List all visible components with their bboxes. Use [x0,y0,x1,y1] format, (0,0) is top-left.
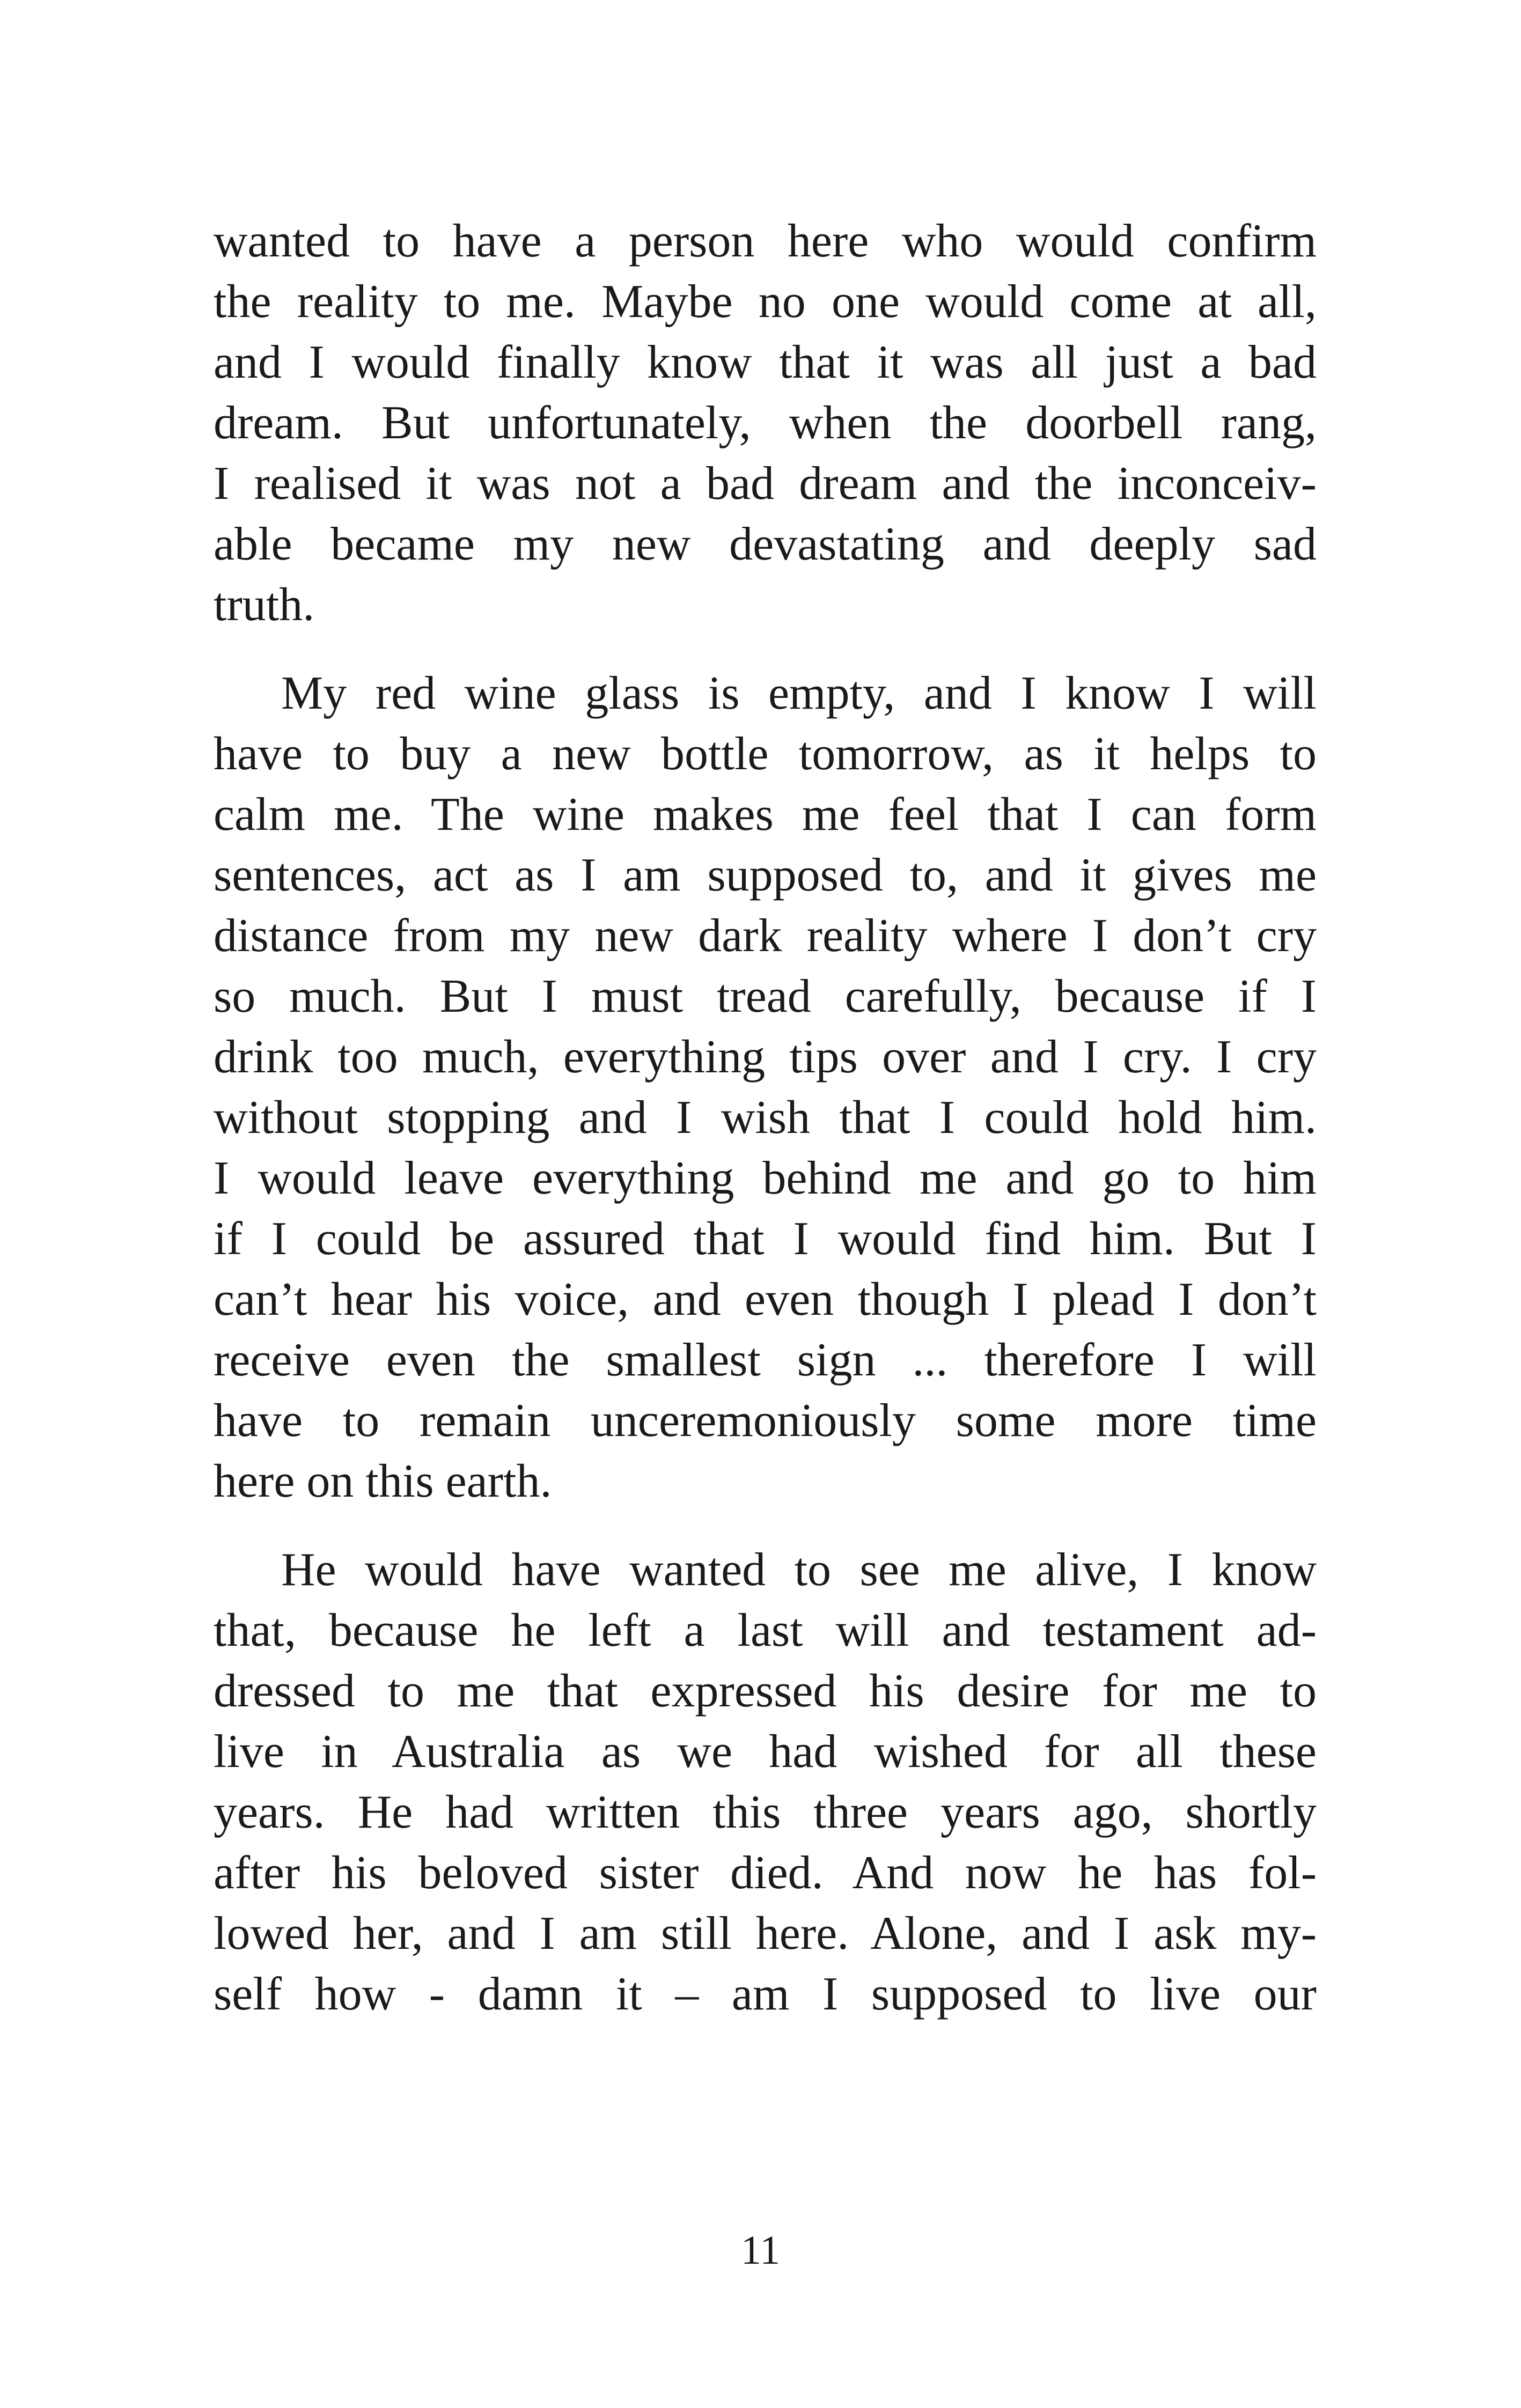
text-line: can’t hear his voice, and even though I plead I don’t [214,1273,1317,1325]
text-line: I would leave everything behind me and go to him [214,1152,1317,1204]
text-line: that, because he left a last will and testament ad- [214,1604,1317,1656]
paragraph-gap [214,1512,1317,1540]
page-number: 11 [740,2228,781,2273]
text-line: so much. But I must tread carefully, because if I [214,970,1317,1022]
text-line: without stopping and I wish that I could hold him. [214,1092,1317,1144]
text-line: dressed to me that expressed his desire for me to [214,1665,1317,1717]
text-line: drink too much, everything tips over and I cry. I cry [214,1031,1317,1083]
text-line: dream. But unfortunately, when the doorbell rang, [214,397,1317,449]
paragraph [214,211,1317,635]
paragraph [214,663,1317,1512]
text-line: wanted to have a person here who would confirm [214,215,1317,267]
text-line: if I could be assured that I would find him. But I [214,1213,1317,1265]
text-line: and I would finally know that it was all just a bad [214,336,1317,388]
text-line: sentences, act as I am supposed to, and it gives me [214,849,1317,901]
text-line: here on this earth. [214,1455,552,1507]
text-line: calm me. The wine makes me feel that I can form [214,789,1317,841]
text-line: self how - damn it – am I supposed to live our [214,1968,1317,2020]
text-line: lowed her, and I am still here. Alone, and I ask my- [214,1908,1317,1960]
paragraph [214,1540,1317,2024]
text-line: distance from my new dark reality where I don’t cry [214,910,1317,962]
text-line: able became my new devastating and deeply sad [214,518,1317,570]
text-line: truth. [214,579,315,631]
text-line: have to buy a new bottle tomorrow, as it helps to [214,728,1317,780]
text-line: I realised it was not a bad dream and the inconceiv- [214,458,1317,510]
text-line: after his beloved sister died. And now he has fol- [214,1847,1317,1899]
text-line: years. He had written this three years ago, shortly [214,1786,1317,1838]
text-line: receive even the smallest sign ... therefore I will [214,1334,1317,1386]
paragraph-gap [214,635,1317,663]
body-text [214,211,1317,2024]
text-line: have to remain unceremoniously some more time [214,1395,1317,1447]
text-line: My red wine glass is empty, and I know I will [281,667,1317,719]
text-line: live in Australia as we had wished for all these [214,1726,1317,1778]
text-line: He would have wanted to see me alive, I know [281,1544,1317,1596]
text-line: the reality to me. Maybe no one would come at all, [214,276,1317,328]
